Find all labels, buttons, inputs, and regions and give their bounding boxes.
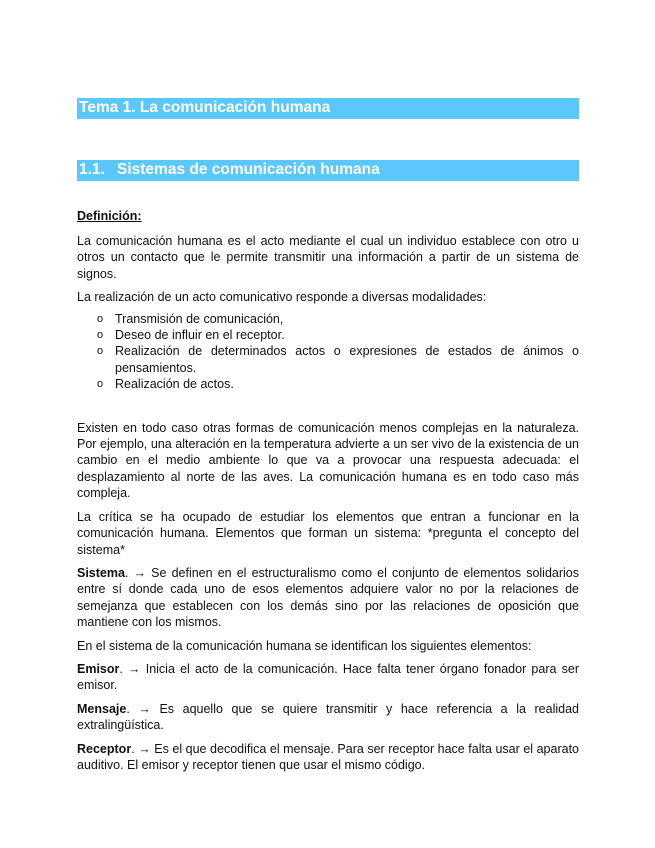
modalities-list [77,311,579,393]
section-number: 1.1. [79,161,105,178]
term-receptor: Receptor [77,741,132,756]
bullet-circle-icon: o [97,378,104,391]
term-mensaje: Mensaje [77,701,127,716]
bullet-circle-icon: o [97,345,104,358]
section-title: Sistemas de comunicación humana [117,161,380,178]
paragraph-other-forms: Existen en todo caso otras formas de comunicación menos complejas en la naturaleza. Por ejemplo, una alteración en la temperatura advierte a un ser vivo de la existencia de un cambio en el medio ambiente lo que va a provocar una respuesta adecuada: el desplazamiento al norte de las aves. La comunicación humana es en todo caso más compleja. [77,420,579,501]
definition-mensaje [77,701,579,734]
definition-emisor-text: . → Inicia el acto de la comunicación. Hace falta tener órgano fonador para ser emisor. [77,661,579,693]
term-sistema: Sistema [77,565,125,580]
term-emisor: Emisor [77,661,120,676]
chapter-heading [77,98,579,119]
document-page [77,98,579,773]
definition-receptor [77,741,579,774]
chapter-heading-text: Tema 1. La comunicación humana [79,99,331,116]
definition-sistema [77,565,579,631]
definition-mensaje-text: . → Es aquello que se quiere transmitir y hace referencia a la realidad extralingüística. [77,701,579,733]
section-heading [77,160,579,181]
list-item [77,343,579,376]
list-item-text: Deseo de influir en el receptor. [115,328,285,343]
bullet-circle-icon: o [97,312,104,325]
list-item-text: Realización de actos. [115,377,234,392]
paragraph-modalities-intro: La realización de un acto comunicativo responde a diversas modalidades: [77,290,487,305]
paragraph-elements-intro: En el sistema de la comunicación humana se identifican los siguientes elementos: [77,638,532,653]
definition-receptor-text: . → Es el que decodifica el mensaje. Para ser receptor hace falta usar el aparato auditivo. El emisor y receptor tienen que usar el mismo código. [77,741,579,772]
definition-sistema-text: . → Se definen en el estructuralismo como el conjunto de elementos solidarios entre sí donde cada uno de esos elementos adquiere valor no por la relaciones de semejanza que establecen con los demás sino por las relaciones de oposición que mantiene con los mismos. [77,565,579,630]
list-item-text: Transmisión de comunicación, [115,311,284,326]
list-item [77,311,579,327]
paragraph-definition: La comunicación humana es el acto mediante el cual un individuo establece con otro u otros un contacto que le permite transmitir una información a partir de un sistema de signos. [77,234,579,281]
list-item-text: Realización de determinados actos o expresiones de estados de ánimos o pensamientos. [115,344,579,375]
definition-emisor [77,661,579,694]
list-item [77,376,579,392]
paragraph-criticism: La crítica se ha ocupado de estudiar los elementos que entran a funcionar en la comunicación humana. Elementos que forman un sistema: *pregunta el concepto del sistema* [77,509,579,557]
list-item [77,327,579,343]
bullet-circle-icon: o [97,329,104,342]
definition-label: Definición: [77,209,142,223]
